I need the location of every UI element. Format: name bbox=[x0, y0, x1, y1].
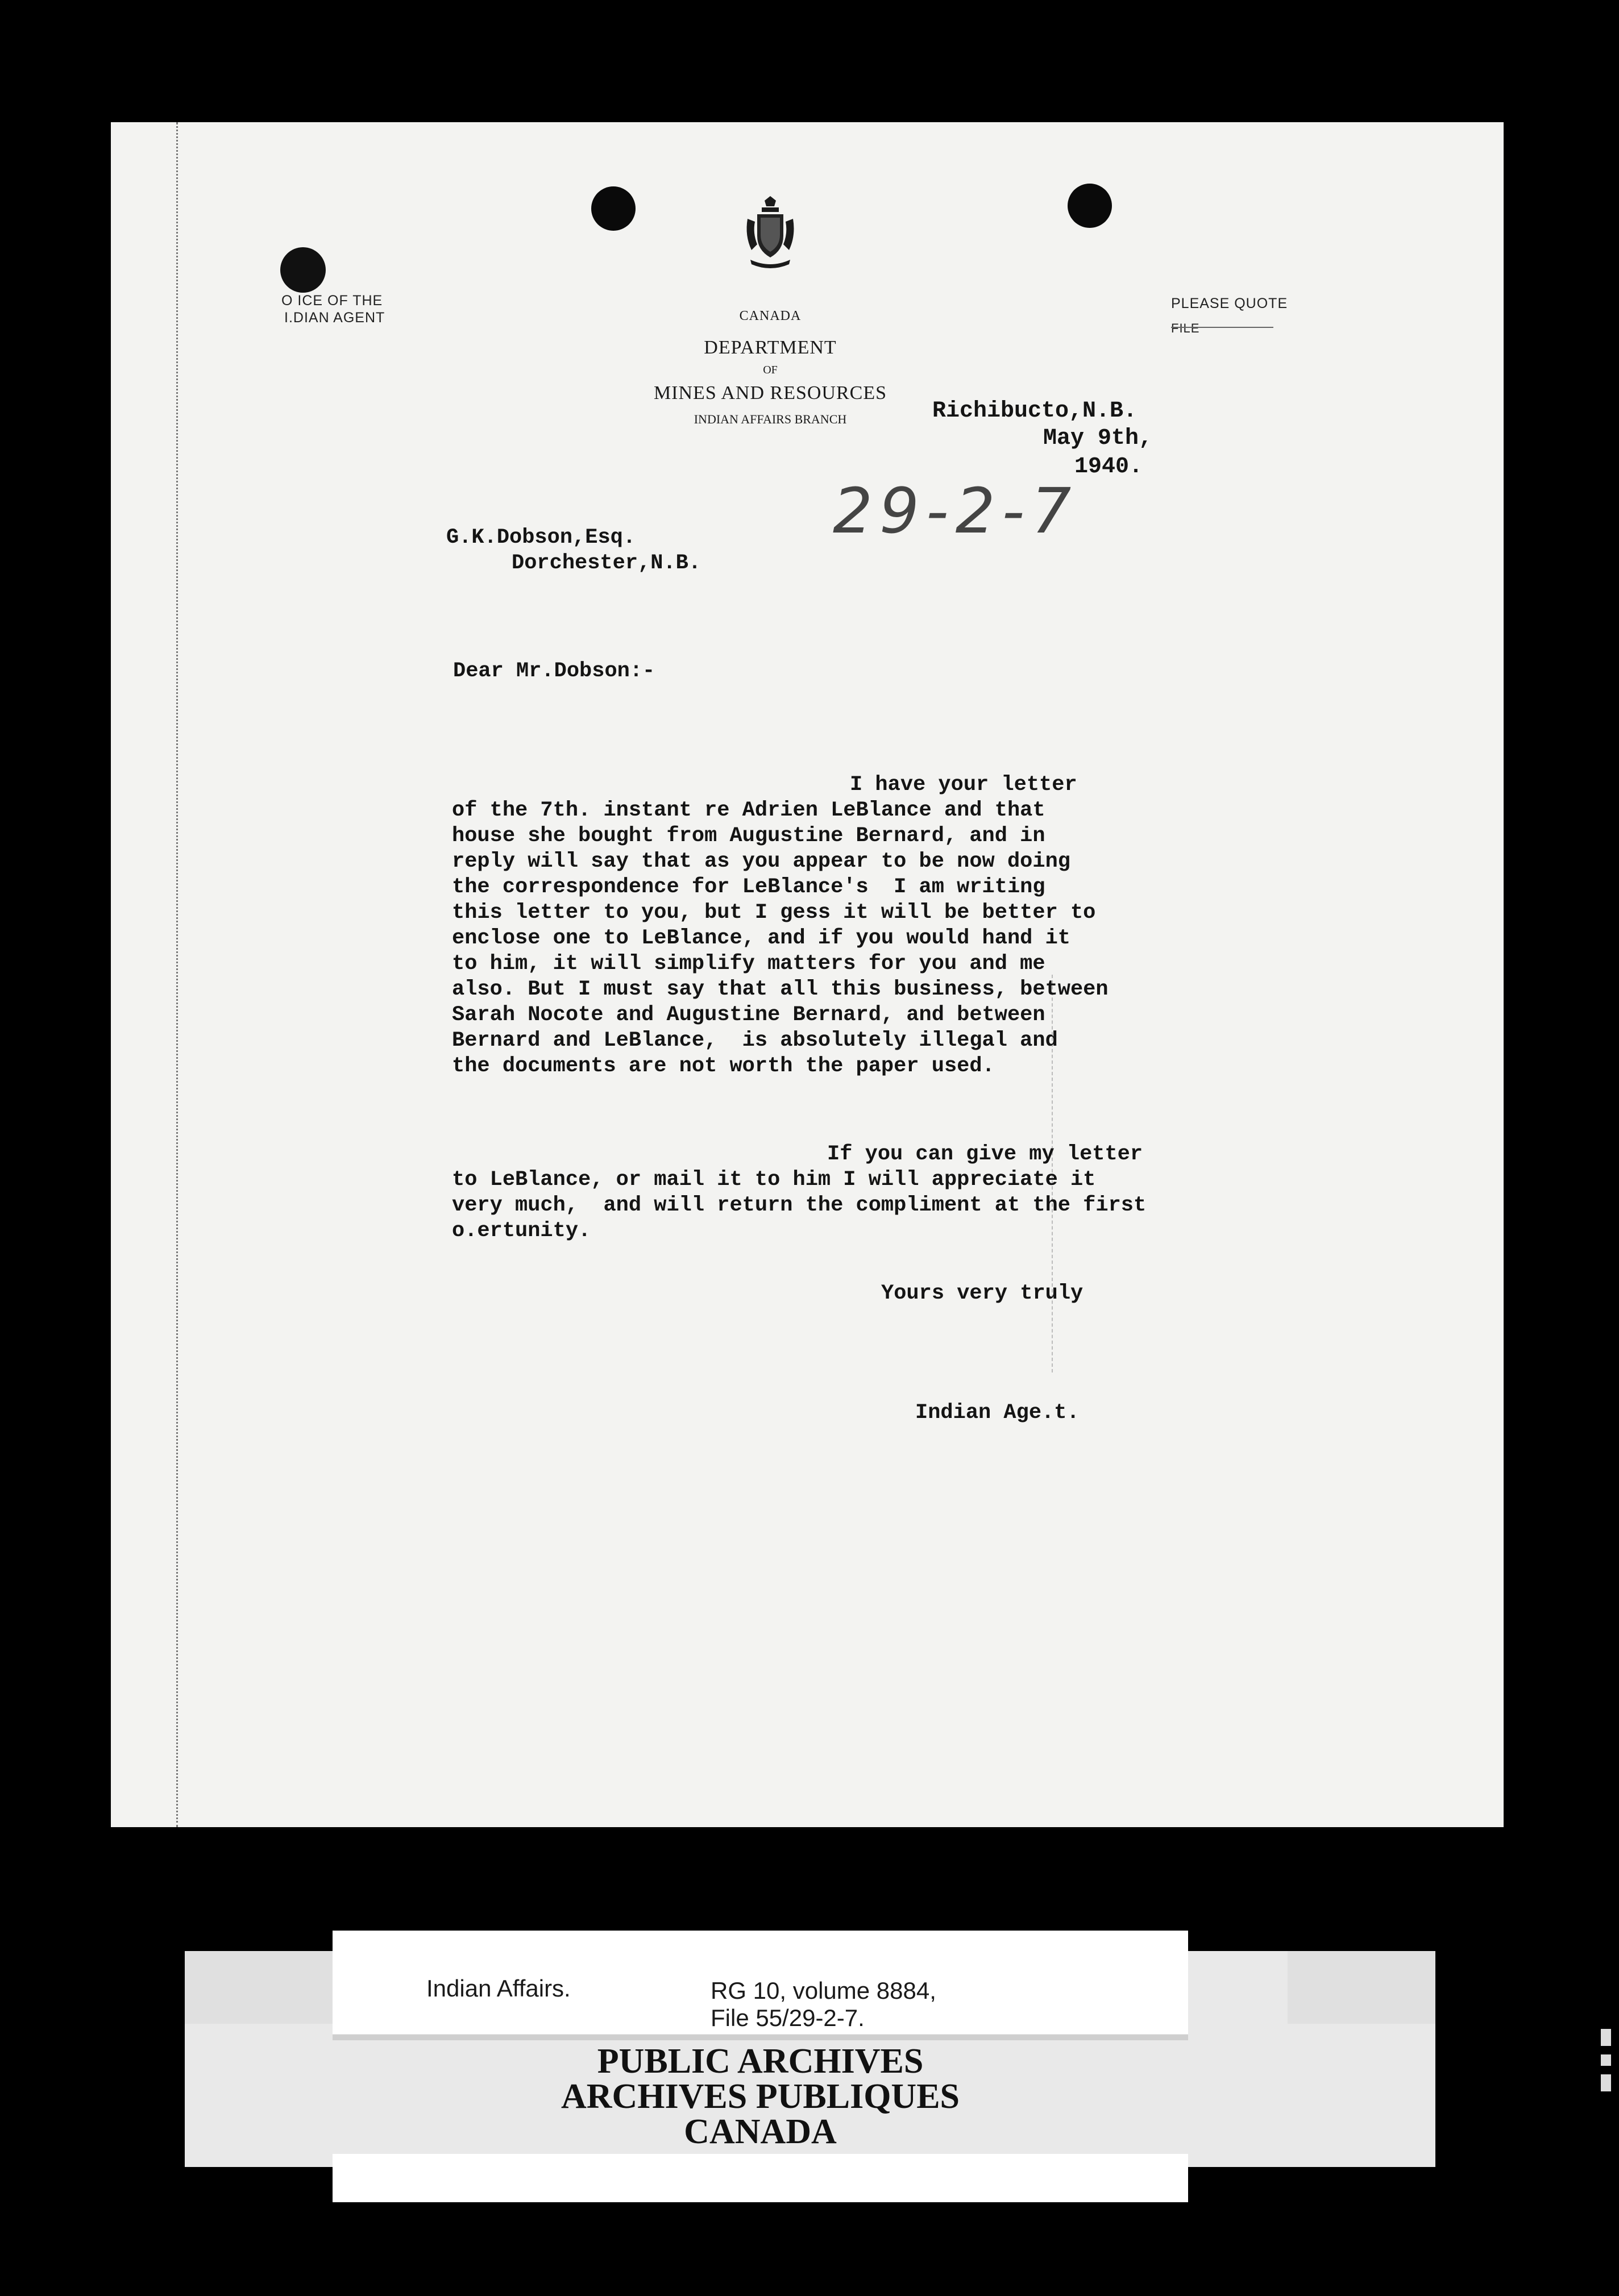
archive-reference-line1: RG 10, volume 8884, bbox=[711, 1977, 936, 2004]
para1-line: enclose one to LeBlance, and if you would hand it bbox=[452, 926, 1070, 950]
para1-line: the documents are not worth the paper used. bbox=[452, 1054, 995, 1078]
para2-line: to LeBlance, or mail it to him I will appreciate it bbox=[452, 1168, 1096, 1192]
archive-collection: Indian Affairs. bbox=[426, 1975, 571, 2002]
archive-reference-card bbox=[333, 1931, 1188, 2034]
archive-stamp-line2: ARCHIVES PUBLIQUES bbox=[561, 2077, 960, 2116]
para1-line: to him, it will simplify matters for you and me bbox=[452, 952, 1045, 976]
letter-date-line2: 1940. bbox=[1074, 454, 1143, 480]
para2-line: If you can give my letter bbox=[827, 1142, 1143, 1166]
para2-line: very much, and will return the compliment at the first bbox=[452, 1193, 1147, 1217]
coat-of-arms-icon bbox=[745, 196, 796, 270]
recipient-address: Dorchester,N.B. bbox=[512, 551, 701, 575]
file-blank-line bbox=[1171, 327, 1273, 328]
office-line-1: O ICE OF THE bbox=[281, 293, 383, 309]
para1-line: I have your letter bbox=[850, 773, 1077, 797]
letter-place: Richibucto,N.B. bbox=[932, 398, 1138, 424]
department-of: OF bbox=[763, 364, 778, 376]
recipient-name: G.K.Dobson,Esq. bbox=[446, 526, 636, 550]
para1-line: also. But I must say that all this business, between bbox=[452, 978, 1109, 1001]
para1-line: this letter to you, but I gess it will be better to bbox=[452, 901, 1096, 925]
closing: Yours very truly bbox=[881, 1282, 1084, 1305]
para2-line: o.ertunity. bbox=[452, 1219, 591, 1243]
archive-reference-line2: File 55/29-2-7. bbox=[711, 2004, 865, 2031]
film-edge-marks bbox=[1596, 2023, 1619, 2097]
archive-stamp-line3: CANADA bbox=[684, 2112, 837, 2151]
para1-line: house she bought from Augustine Bernard, and in bbox=[452, 824, 1045, 848]
signature-title: Indian Age.t. bbox=[915, 1401, 1080, 1425]
file-label: FILE bbox=[1171, 321, 1200, 335]
ministry-name: MINES AND RESOURCES bbox=[653, 382, 887, 404]
branch-name: INDIAN AFFAIRS BRANCH bbox=[694, 412, 847, 426]
para1-line: Sarah Nocote and Augustine Bernard, and between bbox=[452, 1003, 1045, 1027]
para1-line: reply will say that as you appear to be now doing bbox=[452, 850, 1070, 874]
punch-hole-right bbox=[1068, 184, 1112, 228]
para1-line: Bernard and LeBlance, is absolutely illegal and bbox=[452, 1029, 1058, 1053]
left-margin-edge bbox=[176, 122, 179, 1827]
office-line-2: I.DIAN AGENT bbox=[284, 310, 385, 326]
letter-sheet bbox=[111, 122, 1504, 1827]
country-name: CANADA bbox=[739, 309, 802, 323]
department-heading: DEPARTMENT bbox=[704, 337, 837, 358]
ink-blot bbox=[280, 247, 326, 293]
para1-line: of the 7th. instant re Adrien LeBlance and that bbox=[452, 798, 1045, 822]
archive-stamp-line1: PUBLIC ARCHIVES bbox=[597, 2042, 924, 2081]
handwritten-file-number: 29-2-7 bbox=[833, 475, 1078, 547]
label-divider bbox=[333, 2035, 1188, 2040]
archive-stamp bbox=[333, 2044, 1188, 2149]
punch-hole-left bbox=[591, 186, 636, 231]
please-quote: PLEASE QUOTE bbox=[1171, 296, 1288, 311]
para1-line: the correspondence for LeBlance's I am writing bbox=[452, 875, 1045, 899]
salutation: Dear Mr.Dobson:- bbox=[453, 659, 655, 683]
letter-date-line1: May 9th, bbox=[1043, 426, 1153, 451]
archive-label-bottom bbox=[333, 2154, 1188, 2202]
